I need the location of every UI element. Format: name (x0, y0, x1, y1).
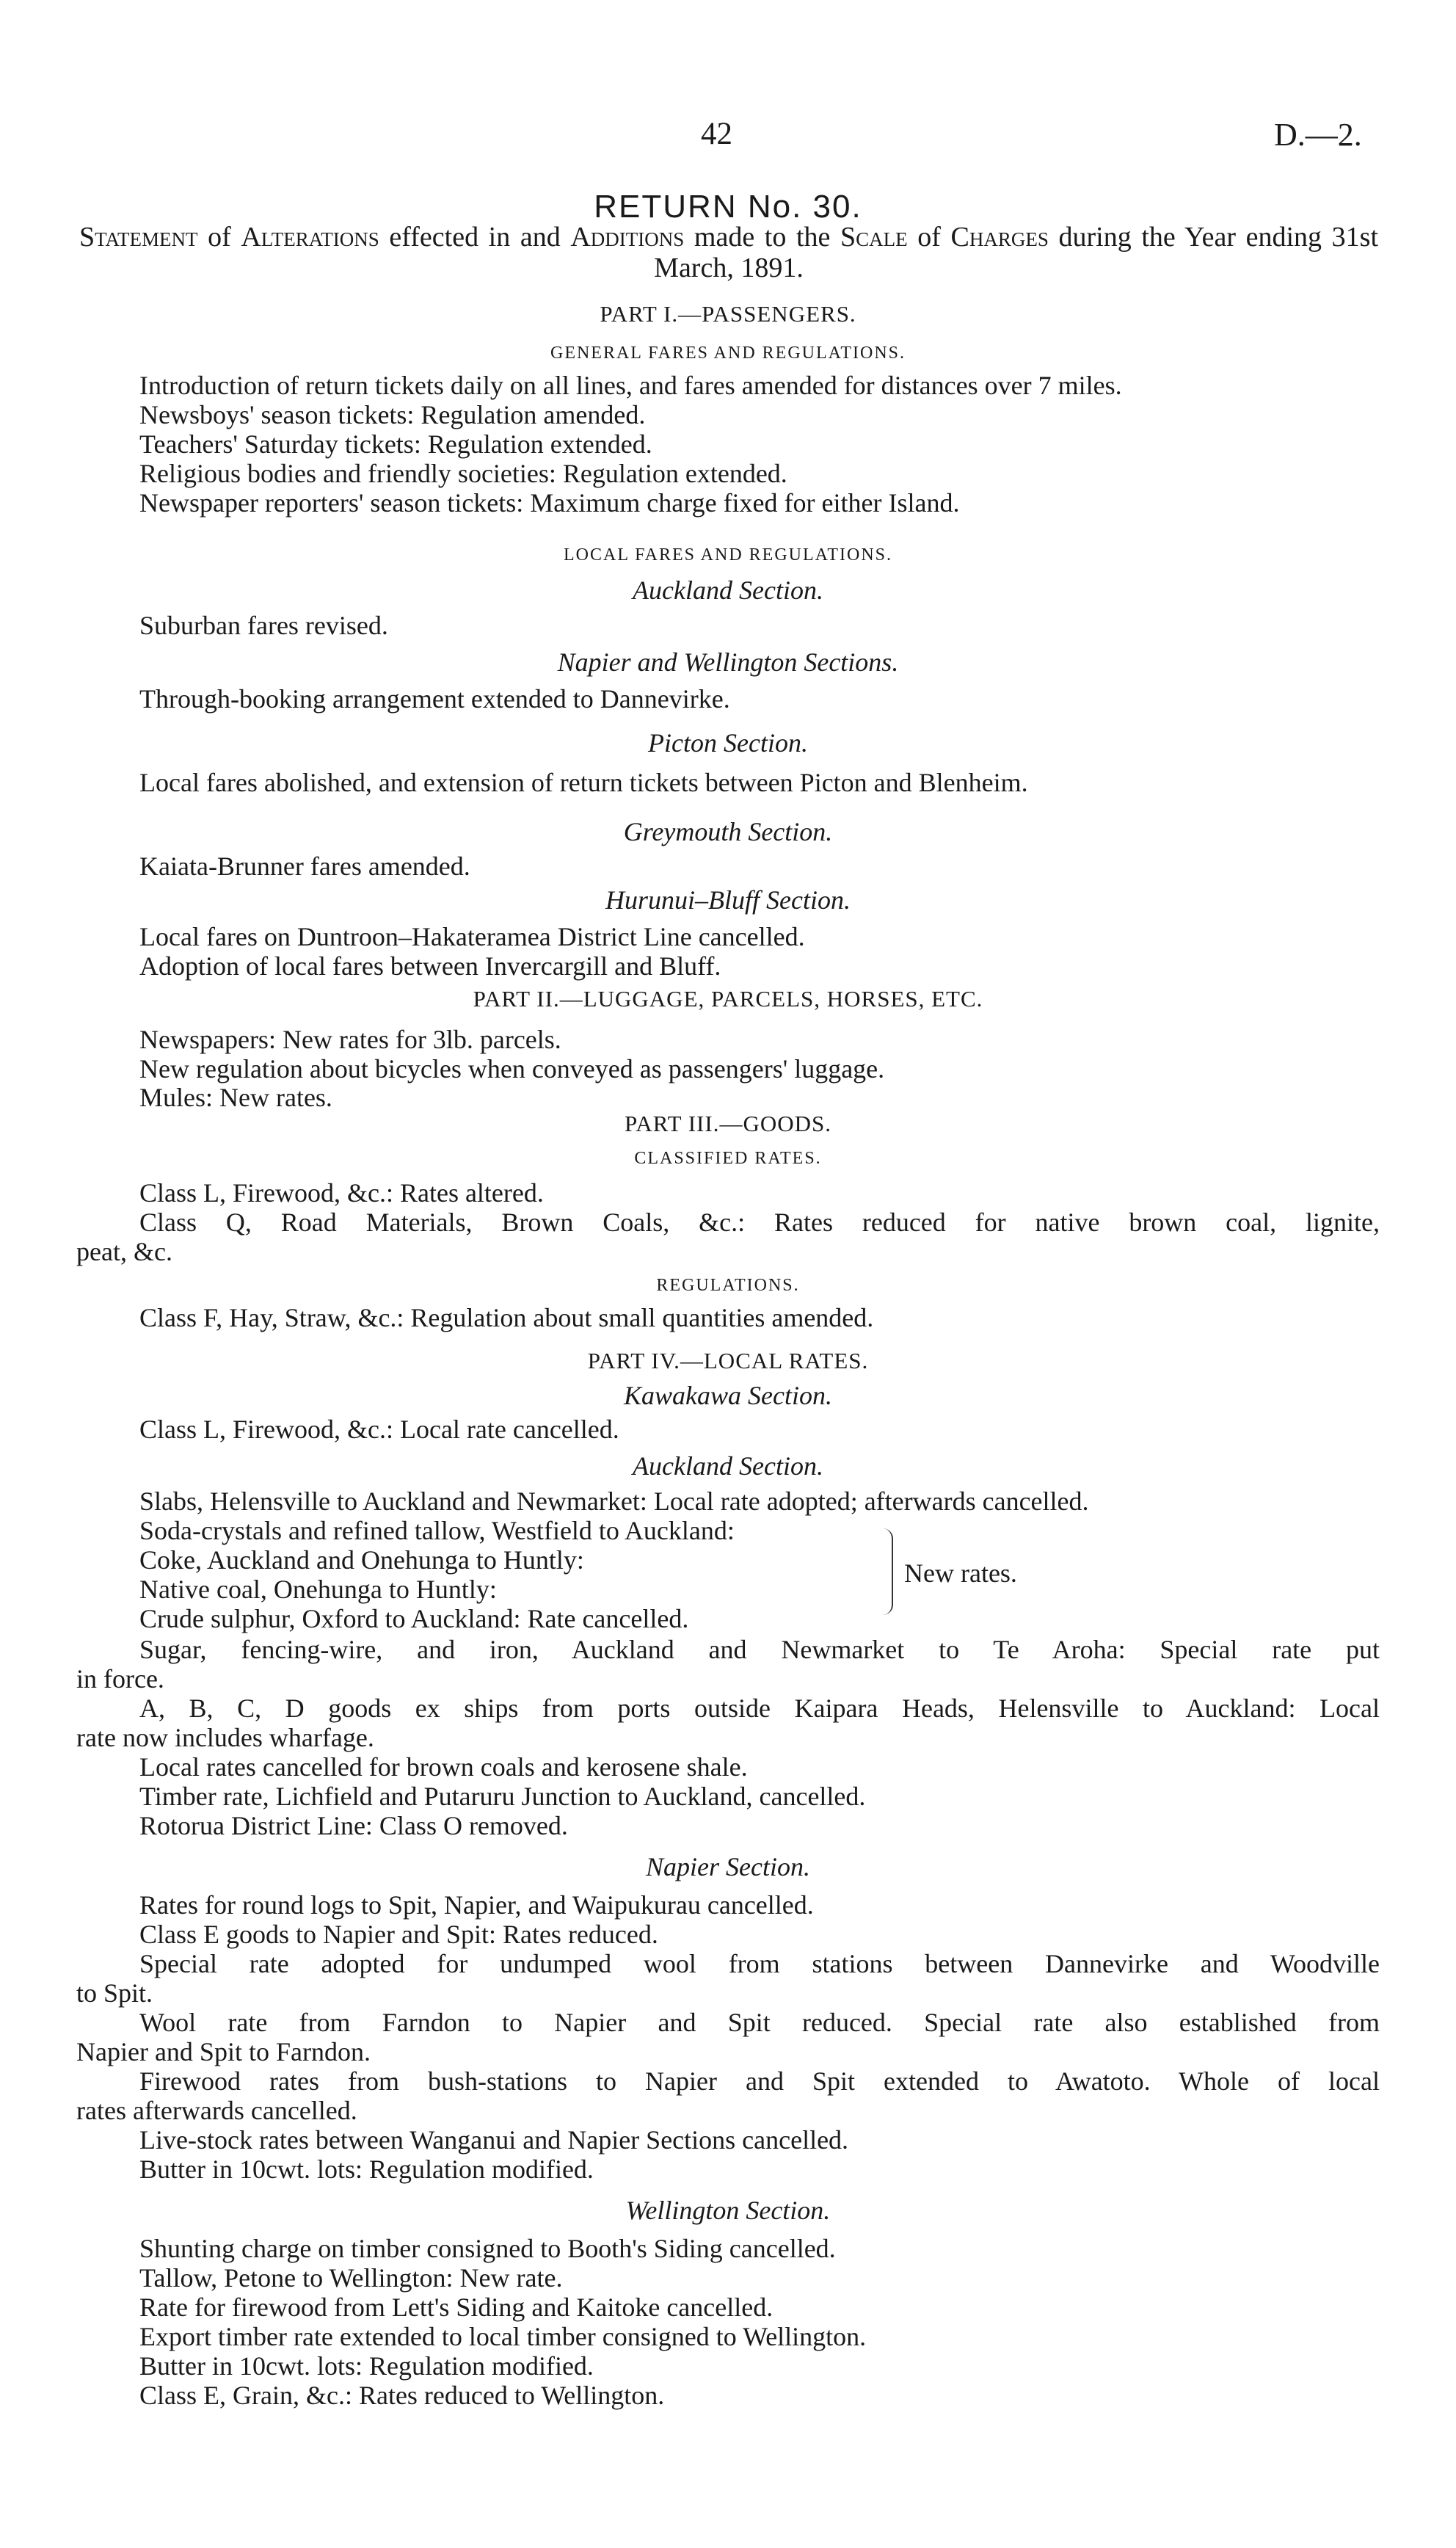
list-item: Through-booking arrangement extended to Dannevirke. (139, 684, 730, 714)
section-title: Hurunui–Bluff Section. (605, 885, 851, 915)
list-item: New regulation about bicycles when conveyed as passengers' luggage. (139, 1054, 885, 1084)
list-item: Export timber rate extended to local timber consigned to Wellington. (139, 2322, 867, 2351)
statement-text: effected in and (379, 222, 571, 253)
list-item: Firewood rates from bush-stations to Napier and Spit extended to Awatoto. Whole of local (139, 2066, 1380, 2096)
list-item: Timber rate, Lichfield and Putaruru Junction to Auckland, cancelled. (139, 1782, 866, 1811)
list-item: Butter in 10cwt. lots: Regulation modified. (139, 2351, 594, 2381)
section-title: Napier and Wellington Sections. (557, 647, 899, 677)
list-item: Local rates cancelled for brown coals and kerosene shale. (139, 1752, 748, 1782)
statement-word: Charges (950, 222, 1049, 253)
list-item: Class F, Hay, Straw, &c.: Regulation about small quantities amended. (139, 1303, 874, 1332)
list-item: Newsboys' season tickets: Regulation amended. (139, 400, 646, 429)
list-item: Suburban fares revised. (139, 611, 388, 640)
list-item: A, B, C, D goods ex ships from ports outside Kaipara Heads, Helensville to Auckland: Local (139, 1694, 1380, 1723)
list-item: Newspapers: New rates for 3lb. parcels. (139, 1025, 561, 1054)
list-item: Mules: New rates. (139, 1083, 332, 1112)
list-item: Rotorua District Line: Class O removed. (139, 1811, 568, 1840)
list-item: Sugar, fencing-wire, and iron, Auckland and Newmarket to Te Aroha: Special rate put (139, 1635, 1380, 1664)
list-item: Crude sulphur, Oxford to Auckland: Rate cancelled. (139, 1604, 689, 1633)
section-title: Auckland Section. (633, 1451, 823, 1481)
list-item: Rate for firewood from Lett's Siding and Kaitoke cancelled. (139, 2293, 774, 2322)
list-item: Class E goods to Napier and Spit: Rates reduced. (139, 1920, 658, 1949)
statement-heading (79, 222, 1378, 283)
page-number: 42 (701, 117, 732, 151)
section-title: Kawakawa Section. (624, 1381, 832, 1410)
list-item: Native coal, Onehunga to Huntly: (139, 1575, 497, 1604)
list-item: Introduction of return tickets daily on all lines, and fares amended for distances over 7 miles. (139, 371, 1122, 400)
list-item: Live-stock rates between Wanganui and Napier Sections cancelled. (139, 2125, 849, 2155)
subsection-caption: LOCAL FARES AND REGULATIONS. (563, 545, 892, 565)
list-item: Adoption of local fares between Invercargill and Bluff. (139, 951, 721, 981)
part-heading: PART I.—PASSENGERS. (600, 301, 856, 327)
subsection-caption: REGULATIONS. (656, 1276, 800, 1295)
return-title: RETURN No. 30. (594, 189, 862, 225)
list-item: Teachers' Saturday tickets: Regulation extended. (139, 429, 652, 459)
list-item: Newspaper reporters' season tickets: Maximum charge fixed for either Island. (139, 488, 960, 518)
statement-word: Scale (840, 222, 908, 253)
section-title: Auckland Section. (633, 576, 823, 605)
part-heading: PART III.—GOODS. (625, 1111, 831, 1136)
statement-text: during the Year ending 31st March, 1891. (654, 222, 1378, 283)
section-title: Napier Section. (646, 1852, 810, 1881)
document-reference: D.—2. (1274, 117, 1362, 153)
list-item: Local fares on Duntroon–Hakateramea District Line cancelled. (139, 922, 805, 951)
list-item-continuation: in force. (76, 1664, 164, 1694)
list-item: Shunting charge on timber consigned to Booth's Siding cancelled. (139, 2234, 836, 2263)
section-title: Picton Section. (648, 728, 808, 758)
section-title: Wellington Section. (625, 2196, 831, 2225)
list-item: Rates for round logs to Spit, Napier, and Waipukurau cancelled. (139, 1890, 814, 1920)
list-item: Class Q, Road Materials, Brown Coals, &c.: Rates reduced for native brown coal, lignite, (139, 1208, 1380, 1237)
statement-word: Statement (79, 222, 198, 253)
list-item: Religious bodies and friendly societies: Regulation extended. (139, 459, 787, 488)
list-item: Soda-crystals and refined tallow, Westfield to Auckland: (139, 1516, 735, 1545)
list-item-continuation: rate now includes wharfage. (76, 1723, 374, 1752)
list-item: Special rate adopted for undumped wool from stations between Dannevirke and Woodville (139, 1949, 1380, 1978)
list-item: Butter in 10cwt. lots: Regulation modified. (139, 2155, 594, 2184)
list-item-continuation: to Spit. (76, 1978, 153, 2008)
list-item-continuation: peat, &c. (76, 1237, 172, 1266)
subsection-caption: GENERAL FARES AND REGULATIONS. (550, 344, 906, 363)
list-item: Kaiata-Brunner fares amended. (139, 852, 470, 881)
subsection-caption: CLASSIFIED RATES. (634, 1149, 822, 1168)
statement-text: made to the (684, 222, 841, 253)
list-item-continuation: Napier and Spit to Farndon. (76, 2037, 371, 2066)
list-item: Tallow, Petone to Wellington: New rate. (139, 2263, 563, 2293)
part-heading: PART IV.—LOCAL RATES. (587, 1348, 869, 1373)
brace-label: New rates. (904, 1558, 1017, 1588)
list-item: Class L, Firewood, &c.: Local rate cancelled. (139, 1415, 619, 1444)
list-item: Slabs, Helensville to Auckland and Newmarket: Local rate adopted; afterwards cancelled. (139, 1487, 1089, 1516)
list-item: Wool rate from Farndon to Napier and Spit reduced. Special rate also established from (139, 2008, 1380, 2037)
list-item: Class E, Grain, &c.: Rates reduced to Wellington. (139, 2381, 665, 2410)
list-item: Coke, Auckland and Onehunga to Huntly: (139, 1545, 584, 1575)
statement-word: Additions (570, 222, 685, 253)
brace-bracket (881, 1528, 893, 1615)
list-item: Class L, Firewood, &c.: Rates altered. (139, 1178, 544, 1208)
statement-text: of (907, 222, 951, 253)
part-heading: PART II.—LUGGAGE, PARCELS, HORSES, ETC. (473, 986, 983, 1012)
statement-text: of (197, 222, 241, 253)
list-item: Local fares abolished, and extension of return tickets between Picton and Blenheim. (139, 768, 1028, 797)
section-title: Greymouth Section. (623, 817, 833, 846)
statement-word: Alterations (241, 222, 379, 253)
list-item-continuation: rates afterwards cancelled. (76, 2096, 357, 2125)
